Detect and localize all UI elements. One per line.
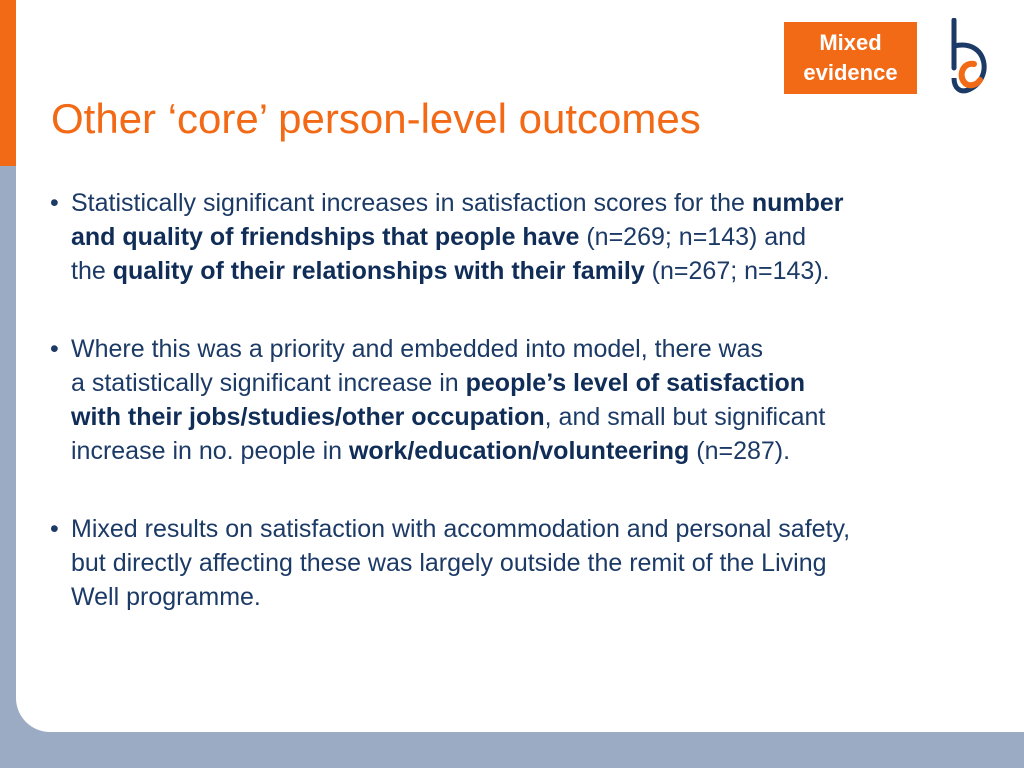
bullet-line xyxy=(71,332,971,366)
text-run: a statistically significant increase in xyxy=(71,369,466,397)
text-run: the xyxy=(71,257,113,285)
bullet-dot-icon: • xyxy=(50,515,59,543)
bold-text-run: number xyxy=(751,189,844,217)
bullet-dot-icon: • xyxy=(50,335,59,363)
text-run: increase in no. people in xyxy=(71,437,349,465)
bullet-item xyxy=(50,332,971,468)
bold-text-run: with their jobs/studies/other occupation xyxy=(71,403,545,431)
bullet-line xyxy=(71,220,971,254)
bullet-line xyxy=(71,400,971,434)
text-run: Where this was a priority and embedded into model, there was xyxy=(71,335,764,363)
text-run: but directly affecting these was largely outside the remit of the Living xyxy=(71,549,827,577)
slide xyxy=(16,0,1024,732)
bullet-line xyxy=(71,186,971,220)
badge-line-2: evidence xyxy=(803,60,898,85)
text-run: Well programme. xyxy=(71,583,261,611)
badge-line-1: Mixed xyxy=(819,30,882,55)
text-run: (n=269; n=143) and xyxy=(579,223,806,251)
bold-text-run: quality of their relationships with their family xyxy=(112,257,645,285)
bullet-line xyxy=(71,512,971,546)
mixed-evidence-badge xyxy=(784,22,917,94)
bold-text-run: and quality of friendships that people have xyxy=(71,223,580,251)
bullet-item xyxy=(50,512,971,614)
text-run: Mixed results on satisfaction with accommodation and personal safety, xyxy=(71,515,851,543)
bullet-line xyxy=(71,254,971,288)
bullet-item xyxy=(50,186,971,288)
text-run: (n=287). xyxy=(689,437,791,465)
text-run: , and small but significant xyxy=(544,403,826,431)
bullet-line xyxy=(71,366,971,400)
bullet-line xyxy=(71,546,971,580)
bold-text-run: work/education/volunteering xyxy=(348,437,690,465)
text-run: (n=267; n=143). xyxy=(644,257,830,285)
accent-strip xyxy=(0,0,16,166)
bullet-list xyxy=(50,186,971,658)
bullet-dot-icon: • xyxy=(50,189,59,217)
bold-text-run: people’s level of satisfaction xyxy=(465,369,806,397)
page-title: Other ‘core’ person-level outcomes xyxy=(51,95,701,142)
text-run: Statistically significant increases in satisfaction scores for the xyxy=(71,189,752,217)
bullet-line xyxy=(71,580,971,614)
bullet-line xyxy=(71,434,971,468)
bc-logo-icon xyxy=(944,18,994,94)
